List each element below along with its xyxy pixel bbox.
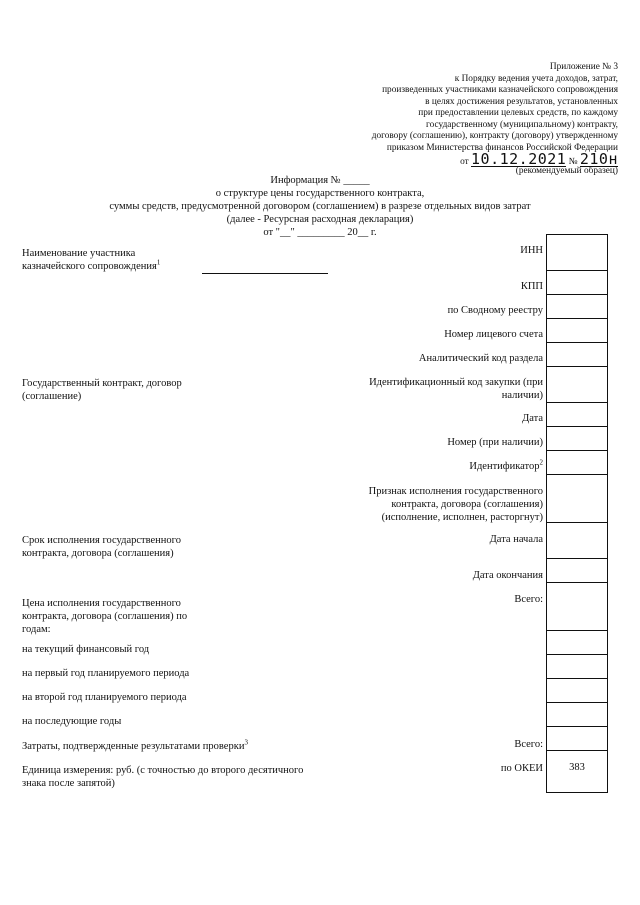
date-label: Дата [522, 413, 543, 424]
contract-label-line: (соглашение) [22, 391, 82, 402]
identifier-field[interactable] [546, 450, 608, 475]
purchase-id-line: Идентификационный код закупки (при [369, 377, 543, 388]
price-label-line: Цена исполнения государственного [22, 598, 181, 609]
participant-label-line: Наименование участника [22, 248, 136, 259]
participant-label [22, 247, 160, 273]
sign-label-line: контракта, договора (соглашения) [391, 499, 543, 510]
total-label: Всего: [514, 739, 543, 750]
appendix-line: при предоставлении целевых средств, по каждому [418, 108, 618, 118]
next-years-field[interactable] [546, 702, 608, 727]
order-prefix: от [460, 157, 469, 167]
current-year-field[interactable] [546, 630, 608, 655]
start-date-field[interactable] [546, 522, 608, 559]
first-year-field[interactable] [546, 654, 608, 679]
end-date-label: Дата окончания [472, 570, 543, 581]
term-label-line: контракта, договора (соглашения) [22, 548, 174, 559]
analytic-code-field[interactable] [546, 342, 608, 367]
kpp-label: КПП [520, 281, 543, 292]
appendix-line: государственному (муниципальному) контракту, [426, 119, 618, 130]
okei-code: 383 [569, 762, 585, 773]
registry-label: по Сводному реестру [447, 305, 543, 316]
participant-label-text: казначейского сопровождения [22, 261, 157, 272]
next-years-label: на последующие годы [22, 716, 122, 727]
total-price-field[interactable] [546, 582, 608, 631]
unit-label-line: Единица измерения: руб. (с точностью до второго десятичного [22, 765, 304, 776]
purchase-id-field[interactable] [546, 366, 608, 403]
inn-label: ИНН [520, 245, 543, 256]
sign-label [369, 485, 543, 524]
end-date-field[interactable] [546, 558, 608, 583]
second-year-field[interactable] [546, 678, 608, 703]
order-no-prefix: № [568, 157, 578, 167]
title-line: суммы средств, предусмотренной договором (соглашением) в разрезе отдельных видов затрат [109, 201, 531, 212]
appendix-line: произведенных участниками казначейского сопровождения [382, 85, 618, 95]
purchase-id-line: наличии) [501, 390, 543, 401]
recommended-note: (рекомендуемый образец) [515, 166, 618, 176]
appendix-line: договору (соглашению), контракту (договору) утвержденному [371, 131, 618, 141]
first-year-label: на первый год планируемого периода [22, 668, 190, 679]
costs-total-field[interactable] [546, 726, 608, 751]
account-field[interactable] [546, 318, 608, 343]
number-field[interactable] [546, 426, 608, 451]
analytic-code-label: Аналитический код раздела [418, 353, 543, 364]
sign-field[interactable] [546, 474, 608, 523]
order-number: 210н [579, 150, 618, 168]
costs-label-text: Затраты, подтвержденные результатами проверки [22, 741, 245, 752]
appendix-line: в целях достижения результатов, установленных [425, 96, 618, 107]
document-title: Информация № _____ [270, 175, 370, 186]
appendix-line: приказом Министерства финансов Российской Федерации [386, 142, 618, 153]
footnote-mark: 2 [539, 458, 543, 467]
footnote-mark: 3 [244, 738, 248, 747]
appendix-block [318, 62, 618, 169]
costs-label [22, 740, 248, 753]
unit-label [22, 764, 303, 790]
price-label-line: контракта, договора (соглашения) по [22, 611, 188, 622]
unit-label-line: знака после запятой) [22, 778, 115, 789]
price-label-line: годам: [22, 624, 51, 635]
number-label: Номер (при наличии) [447, 437, 543, 448]
account-label: Номер лицевого счета [444, 329, 543, 340]
current-year-label: на текущий финансовый год [22, 644, 150, 655]
participant-label-line [22, 260, 160, 273]
okei-label: по ОКЕИ [500, 763, 543, 774]
okei-field[interactable] [546, 750, 608, 793]
second-year-label: на второй год планируемого периода [22, 692, 187, 703]
contract-label [22, 377, 182, 403]
order-date: 10.12.2021 [471, 150, 567, 168]
appendix-line: к Порядку ведения учета доходов, затрат, [454, 73, 618, 84]
term-label-line: Срок исполнения государственного [22, 535, 181, 546]
sign-label-line: Признак исполнения государственного [368, 486, 543, 497]
price-label [22, 597, 187, 636]
footnote-mark: 1 [156, 258, 161, 267]
identifier-label [469, 460, 543, 473]
title-line: (далее - Ресурсная расходная декларация) [226, 214, 414, 225]
contract-label-line: Государственный контракт, договор [22, 378, 182, 389]
appendix-line: Приложение № 3 [549, 62, 618, 72]
inn-field[interactable] [546, 234, 608, 271]
title-date-line: от "__" _________ 20__ г. [263, 227, 377, 238]
purchase-id-label [369, 376, 543, 402]
kpp-field[interactable] [546, 270, 608, 295]
registry-field[interactable] [546, 294, 608, 319]
start-date-label: Дата начала [489, 534, 543, 545]
title-line: о структуре цены государственного контракта, [215, 188, 425, 199]
date-field[interactable] [546, 402, 608, 427]
sign-label-line: (исполнение, исполнен, расторгнут) [381, 512, 543, 523]
term-label [22, 534, 181, 560]
identifier-text: Идентификатор [469, 461, 540, 472]
total-label: Всего: [514, 594, 543, 605]
participant-name-underline [202, 273, 328, 274]
